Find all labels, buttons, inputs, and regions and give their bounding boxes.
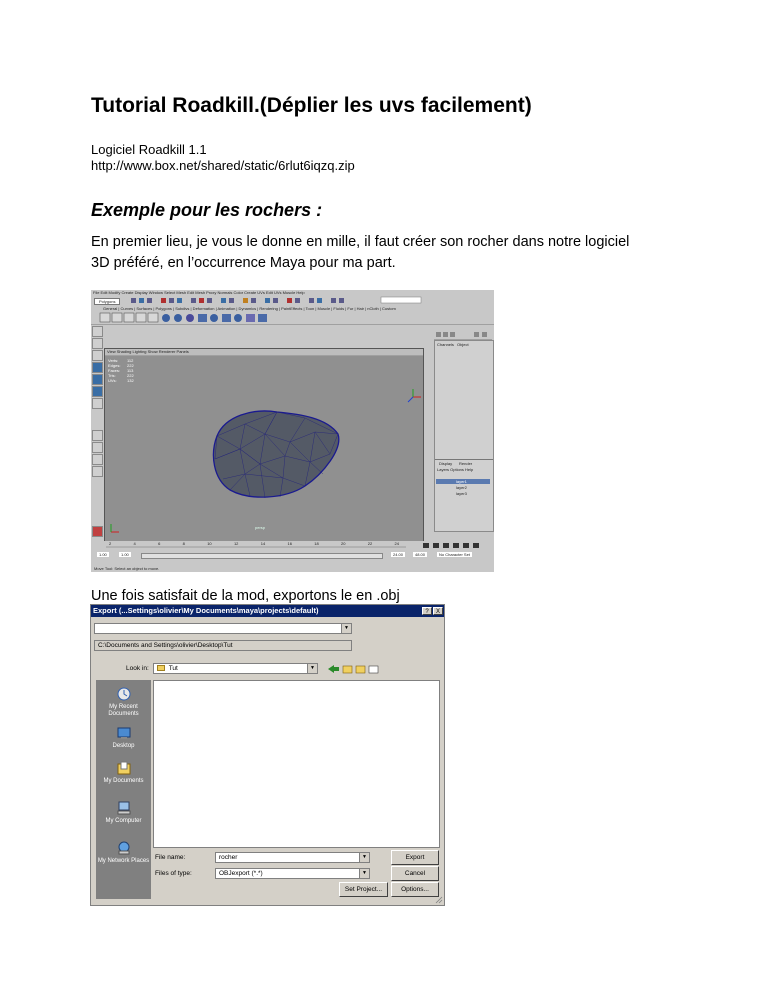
paint-select-tool-icon[interactable] (92, 350, 103, 361)
tick-2: 2 (109, 541, 112, 546)
chevron-down-icon[interactable]: ▼ (359, 869, 369, 878)
layer-menu: Layers Options Help (437, 467, 474, 472)
playback-controls-icons[interactable] (421, 542, 491, 550)
channel-box-label-channels[interactable]: Channels (437, 342, 454, 347)
back-arrow-icon (328, 665, 339, 673)
place-my-documents[interactable]: My Documents (96, 760, 151, 785)
maya-shelf-tab-text: General | Curves | Surfaces | Polygons | Subdivs | Deformation | Animation | Dynamics | Rendering | PaintEffects | Toon | Muscle | Fluids | Fur | Hair | nCloth | Custom (103, 306, 396, 311)
export-button[interactable]: Export (391, 850, 439, 865)
file-name-value: rocher (219, 854, 238, 861)
channel-box-label-object[interactable]: Object (457, 342, 469, 347)
file-type-value: OBJexport (*.*) (219, 870, 263, 877)
path-history-field[interactable] (94, 640, 352, 651)
channel-box-toolbar (434, 330, 492, 340)
layer-name-1: layer1 (456, 479, 467, 484)
tick-14: 14 (260, 541, 266, 546)
nav-toolbar-icons[interactable] (326, 663, 386, 675)
chevron-down-icon[interactable]: ▼ (359, 853, 369, 862)
lasso-tool-icon[interactable] (92, 338, 103, 349)
maya-shelf-icons (94, 312, 294, 324)
maya-viewport[interactable] (104, 348, 424, 542)
tick-10: 10 (207, 541, 212, 546)
paragraph-2: Une fois satisfait de la mod, exportons le en .obj (91, 588, 400, 604)
tick-8: 8 (182, 541, 185, 546)
path-combo[interactable] (94, 623, 352, 634)
file-name-label: File name: (155, 854, 186, 861)
help-button[interactable]: ? (422, 607, 432, 615)
network-places-icon (116, 840, 132, 856)
tick-12: 12 (233, 541, 239, 546)
file-type-label: Files of type: (155, 870, 192, 877)
file-list[interactable] (153, 680, 440, 848)
view-cube-axis-icon (403, 387, 423, 407)
channel-box (434, 340, 494, 532)
tick-18: 18 (314, 541, 319, 546)
document-title: Tutorial Roadkill.(Déplier les uvs facilement) (91, 94, 532, 117)
select-tool-icon[interactable] (92, 326, 103, 337)
layout-outliner-icon[interactable] (92, 466, 103, 477)
tick-16: 16 (287, 541, 292, 546)
range-start-field[interactable]: 1.00 (99, 552, 107, 557)
section-heading: Exemple pour les rochers : (91, 200, 323, 220)
file-type-dropdown[interactable] (215, 868, 370, 879)
up-folder-icon (343, 666, 352, 673)
dialog-titlebar (91, 605, 444, 617)
view-menu-icon (369, 666, 378, 673)
viewport-panel-menu (105, 349, 423, 356)
options-button[interactable]: Options... (391, 882, 439, 897)
character-set-dropdown[interactable]: No Character Set (439, 552, 470, 557)
maya-status-icons (131, 296, 461, 305)
place-recent-documents[interactable]: My Recent Documents (96, 686, 151, 718)
cancel-button[interactable]: Cancel (391, 866, 439, 881)
hud-value-edges: 222 (127, 363, 134, 368)
timeline-tick-labels (109, 541, 399, 546)
paragraph-1-line-2: 3D préféré, en l’occurrence Maya pour ma part. (91, 255, 396, 271)
channel-layer-divider (435, 459, 493, 460)
tick-6: 6 (158, 541, 161, 546)
move-tool-icon[interactable] (92, 362, 103, 373)
folder-icon (157, 665, 165, 671)
layer-tab-render[interactable]: Render (459, 461, 473, 466)
path-history-value: C:\Documents and Settings\olivier\Desktop\Tut (98, 642, 233, 649)
my-documents-icon (116, 760, 132, 776)
axis-gizmo-icon (108, 521, 122, 535)
hud-stat-verts: Verts: (108, 358, 119, 363)
tick-24: 24 (394, 541, 399, 546)
rock-mesh[interactable] (205, 404, 345, 504)
tick-22: 22 (367, 541, 373, 546)
look-in-label: Look in: (126, 665, 149, 672)
hud-value-verts: 112 (127, 358, 134, 363)
my-computer-icon (116, 800, 132, 816)
maya-screenshot (91, 290, 494, 572)
recent-documents-icon (116, 686, 132, 702)
help-line-text: Move Tool: Select an object to move. (94, 566, 160, 571)
export-dialog (90, 604, 445, 906)
close-button[interactable]: X (433, 607, 443, 615)
rotate-tool-icon[interactable] (92, 374, 103, 385)
hud-value-tris: 222 (127, 373, 134, 378)
layout-single-icon[interactable] (92, 430, 103, 441)
maya-menu-text: File Edit Modify Create Display Window Select Mesh Edit Mesh Proxy Normals Color Create UVs Edit UVs Muscle Help (93, 290, 305, 295)
range-end-2-field[interactable]: 48.00 (415, 552, 426, 557)
manipulator-tool-icon[interactable] (92, 398, 103, 409)
tick-20: 20 (341, 541, 346, 546)
chevron-down-icon[interactable]: ▼ (341, 624, 351, 633)
channel-box-toolbar-icons (434, 330, 492, 339)
place-desktop[interactable]: Desktop (96, 725, 151, 750)
camera-label: persp (255, 525, 266, 530)
hud-stat-uvs: UVs: (108, 378, 117, 383)
maya-shelf (91, 312, 494, 325)
look-in-value: Tut (168, 665, 178, 672)
maya-mode-selector[interactable]: Polygons (94, 298, 120, 305)
tick-4: 4 (133, 541, 136, 546)
range-start-2-field[interactable]: 1.00 (121, 552, 129, 557)
maya-logo-icon (92, 526, 103, 537)
scale-tool-icon[interactable] (92, 386, 103, 397)
chevron-down-icon[interactable]: ▼ (307, 664, 317, 673)
set-project-button[interactable]: Set Project... (339, 882, 388, 897)
hud-value-faces: 113 (127, 368, 134, 373)
file-name-input[interactable] (215, 852, 370, 863)
look-in-dropdown[interactable] (153, 663, 318, 674)
layer-name-2[interactable]: layer2 (456, 485, 467, 490)
resize-grip-icon[interactable] (435, 896, 443, 904)
layer-tab-display[interactable]: Display (439, 461, 453, 466)
help-line (91, 565, 494, 572)
place-my-network-places[interactable]: My Network Places (96, 840, 151, 865)
places-bar (96, 680, 151, 899)
layout-side-icon[interactable] (92, 454, 103, 465)
layer-name-3[interactable]: layer3 (456, 491, 467, 496)
hud-stat-edges: Edges: (108, 363, 121, 368)
hud-stat-tris: Tris: (108, 373, 116, 378)
layer-row-selected[interactable] (436, 479, 490, 484)
place-my-computer[interactable]: My Computer (96, 800, 151, 825)
desktop-icon (116, 725, 132, 741)
range-end-field[interactable]: 24.00 (393, 552, 404, 557)
hud-value-uvs: 132 (127, 378, 134, 383)
dialog-title: Export (...Settings\olivier\My Documents\maya\projects\default) (93, 606, 319, 615)
hud-stat-faces: Faces: (108, 368, 121, 373)
new-folder-icon (356, 666, 365, 673)
download-url[interactable]: http://www.box.net/shared/static/6rlut6iqzq.zip (91, 158, 355, 173)
hud-stat-labels (108, 358, 120, 383)
paragraph-1-line-1: En premier lieu, je vous le donne en mille, il faut créer son rocher dans notre logiciel (91, 234, 630, 250)
software-line: Logiciel Roadkill 1.1 (91, 142, 207, 157)
viewport-panel-menu-text: View Shading Lighting Show Renderer Panels (107, 349, 189, 354)
hud-stat-values (127, 358, 134, 383)
layout-four-icon[interactable] (92, 442, 103, 453)
